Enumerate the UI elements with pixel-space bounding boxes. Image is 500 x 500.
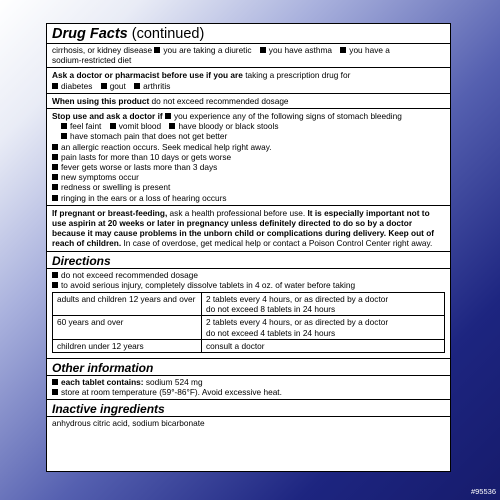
ask-doctor-bold: Ask a doctor or pharmacist before use if you are — [52, 70, 243, 81]
list-item — [52, 280, 445, 290]
bullet-icon — [260, 47, 266, 53]
pregnancy-text: ask a health professional before use. — [167, 207, 308, 218]
when-using-text: do not exceed recommended dosage — [149, 95, 289, 106]
other-info-text: sodium 524 mg — [143, 377, 203, 388]
bullet-icon — [101, 83, 107, 89]
bullet-icon — [52, 195, 58, 201]
when-using-bold: When using this product — [52, 95, 150, 106]
pregnancy-section — [47, 206, 450, 252]
divider — [47, 416, 450, 417]
list-item — [52, 377, 445, 387]
divider — [47, 375, 450, 376]
bullet-icon — [169, 123, 175, 129]
bullet-icon — [154, 47, 160, 53]
stop-use-sub-line2 — [52, 131, 445, 141]
drug-facts-panel — [46, 23, 451, 472]
stop-use-section — [47, 109, 450, 206]
dose-cell — [201, 316, 444, 339]
overdose-text: In case of overdose, get medical help or contact a Poison Control Center right away. — [121, 238, 433, 249]
bullet-icon — [52, 164, 58, 170]
list-item — [52, 387, 445, 397]
table-row — [53, 339, 445, 352]
bullet-icon — [52, 389, 58, 395]
age-cell: children under 12 years — [53, 339, 202, 352]
warning-have-a: you have a — [349, 45, 390, 55]
stop-use-bold: Stop use and ask a doctor if — [52, 111, 163, 122]
list-item — [52, 142, 445, 152]
bullet-icon — [52, 184, 58, 190]
directions-section — [47, 252, 450, 359]
list-item — [52, 193, 445, 203]
bullet-icon — [165, 113, 171, 119]
ask-doctor-item: diabetes — [61, 80, 93, 91]
bullet-icon — [52, 272, 58, 278]
other-info-text: store at room temperature (59°-86°F). Avoid excessive heat. — [61, 387, 282, 398]
aspirin-warning: It is especially important not to use aspirin at 20 weeks or later in pregnancy unless definitely directed to do so by a doctor because it may cause problems in the unborn child or complications during delivery. — [52, 207, 430, 239]
inactive-text: anhydrous citric acid, sodium bicarbonate — [52, 418, 205, 429]
warning-asthma: you have asthma — [268, 45, 332, 55]
directions-item: to avoid serious injury, completely dissolve tablets in 4 oz. of water before taking — [61, 279, 356, 290]
bullet-icon — [52, 144, 58, 150]
inactive-title: Inactive ingredients — [52, 402, 165, 417]
warnings-continued-line2: sodium-restricted diet — [52, 55, 132, 66]
dose-line: do not exceed 4 tablets in 24 hours — [205, 327, 336, 338]
list-item — [52, 270, 445, 280]
ask-doctor-section — [47, 68, 450, 93]
stop-use-item: an allergic reaction occurs. Seek medical help right away. — [61, 141, 272, 152]
table-row — [53, 293, 445, 316]
bullet-icon — [52, 83, 58, 89]
pregnancy-bold: If pregnant or breast-feeding, — [52, 207, 168, 218]
other-info-title: Other information — [52, 361, 154, 376]
bullet-icon — [61, 123, 67, 129]
list-item — [52, 182, 445, 192]
stop-use-item: fever gets worse or lasts more than 3 days — [61, 162, 218, 173]
dosage-table — [52, 292, 445, 353]
divider — [47, 43, 450, 44]
product-code: #95536 — [470, 487, 496, 496]
stop-use-item: redness or swelling is present — [61, 182, 171, 193]
table-row — [53, 316, 445, 339]
title-continued: (continued) — [127, 26, 205, 42]
keep-out-of-reach: Keep out of reach of children. — [52, 228, 435, 249]
ask-doctor-items — [52, 81, 445, 91]
directions-item: do not exceed recommended dosage — [61, 269, 198, 280]
warning-text: cirrhosis, or kidney disease — [52, 45, 153, 55]
ask-doctor-heading-line — [52, 70, 445, 80]
stop-use-intro: you experience any of the following signs of stomach bleeding — [173, 111, 402, 122]
stop-use-item: ringing in the ears or a loss of hearing occurs — [61, 192, 227, 203]
bullet-icon — [110, 123, 116, 129]
stop-use-sub-item: feel faint — [70, 121, 102, 132]
age-cell: 60 years and over — [53, 316, 202, 339]
list-item — [52, 162, 445, 172]
dose-line: 2 tablets every 4 hours, or as directed by a doctor — [205, 317, 389, 328]
drug-facts-title — [52, 26, 445, 43]
ask-doctor-item: arthritis — [143, 80, 171, 91]
bullet-icon — [134, 83, 140, 89]
other-info-bold: each tablet contains: — [61, 377, 144, 388]
stop-use-item: new symptoms occur — [61, 172, 139, 183]
dose-line: do not exceed 8 tablets in 24 hours — [205, 304, 336, 315]
title-text: Drug Facts — [52, 26, 128, 42]
ask-doctor-item: gout — [109, 80, 126, 91]
stop-use-item: pain lasts for more than 10 days or gets worse — [61, 151, 232, 162]
bullet-icon — [340, 47, 346, 53]
stop-use-heading-line — [52, 111, 445, 121]
ask-doctor-text: taking a prescription drug for — [242, 70, 351, 81]
list-item — [52, 152, 445, 162]
stop-use-sub-line1 — [52, 121, 445, 131]
bullet-icon — [52, 154, 58, 160]
dose-line: 2 tablets every 4 hours, or as directed by a doctor — [205, 294, 389, 305]
when-using-section — [47, 94, 450, 109]
bullet-icon — [52, 174, 58, 180]
warnings-continued-line1 — [52, 45, 445, 55]
bullet-icon — [52, 379, 58, 385]
directions-title: Directions — [52, 253, 111, 268]
dose-line: consult a doctor — [205, 340, 265, 351]
warning-diuretic: you are taking a diuretic — [163, 45, 252, 55]
divider — [47, 268, 450, 269]
stop-use-sub-item: vomit blood — [118, 121, 162, 132]
inactive-ingredients-section — [47, 400, 450, 430]
stop-use-sub-item: have stomach pain that does not get better — [70, 131, 228, 142]
dose-cell — [201, 339, 444, 352]
drug-facts-header-section — [47, 24, 450, 68]
stop-use-sub-item: have bloody or black stools — [178, 121, 279, 132]
other-information-section — [47, 359, 450, 400]
bullet-icon — [52, 282, 58, 288]
dose-cell — [201, 293, 444, 316]
age-cell: adults and children 12 years and over — [53, 293, 202, 316]
list-item — [52, 172, 445, 182]
bullet-icon — [61, 133, 67, 139]
